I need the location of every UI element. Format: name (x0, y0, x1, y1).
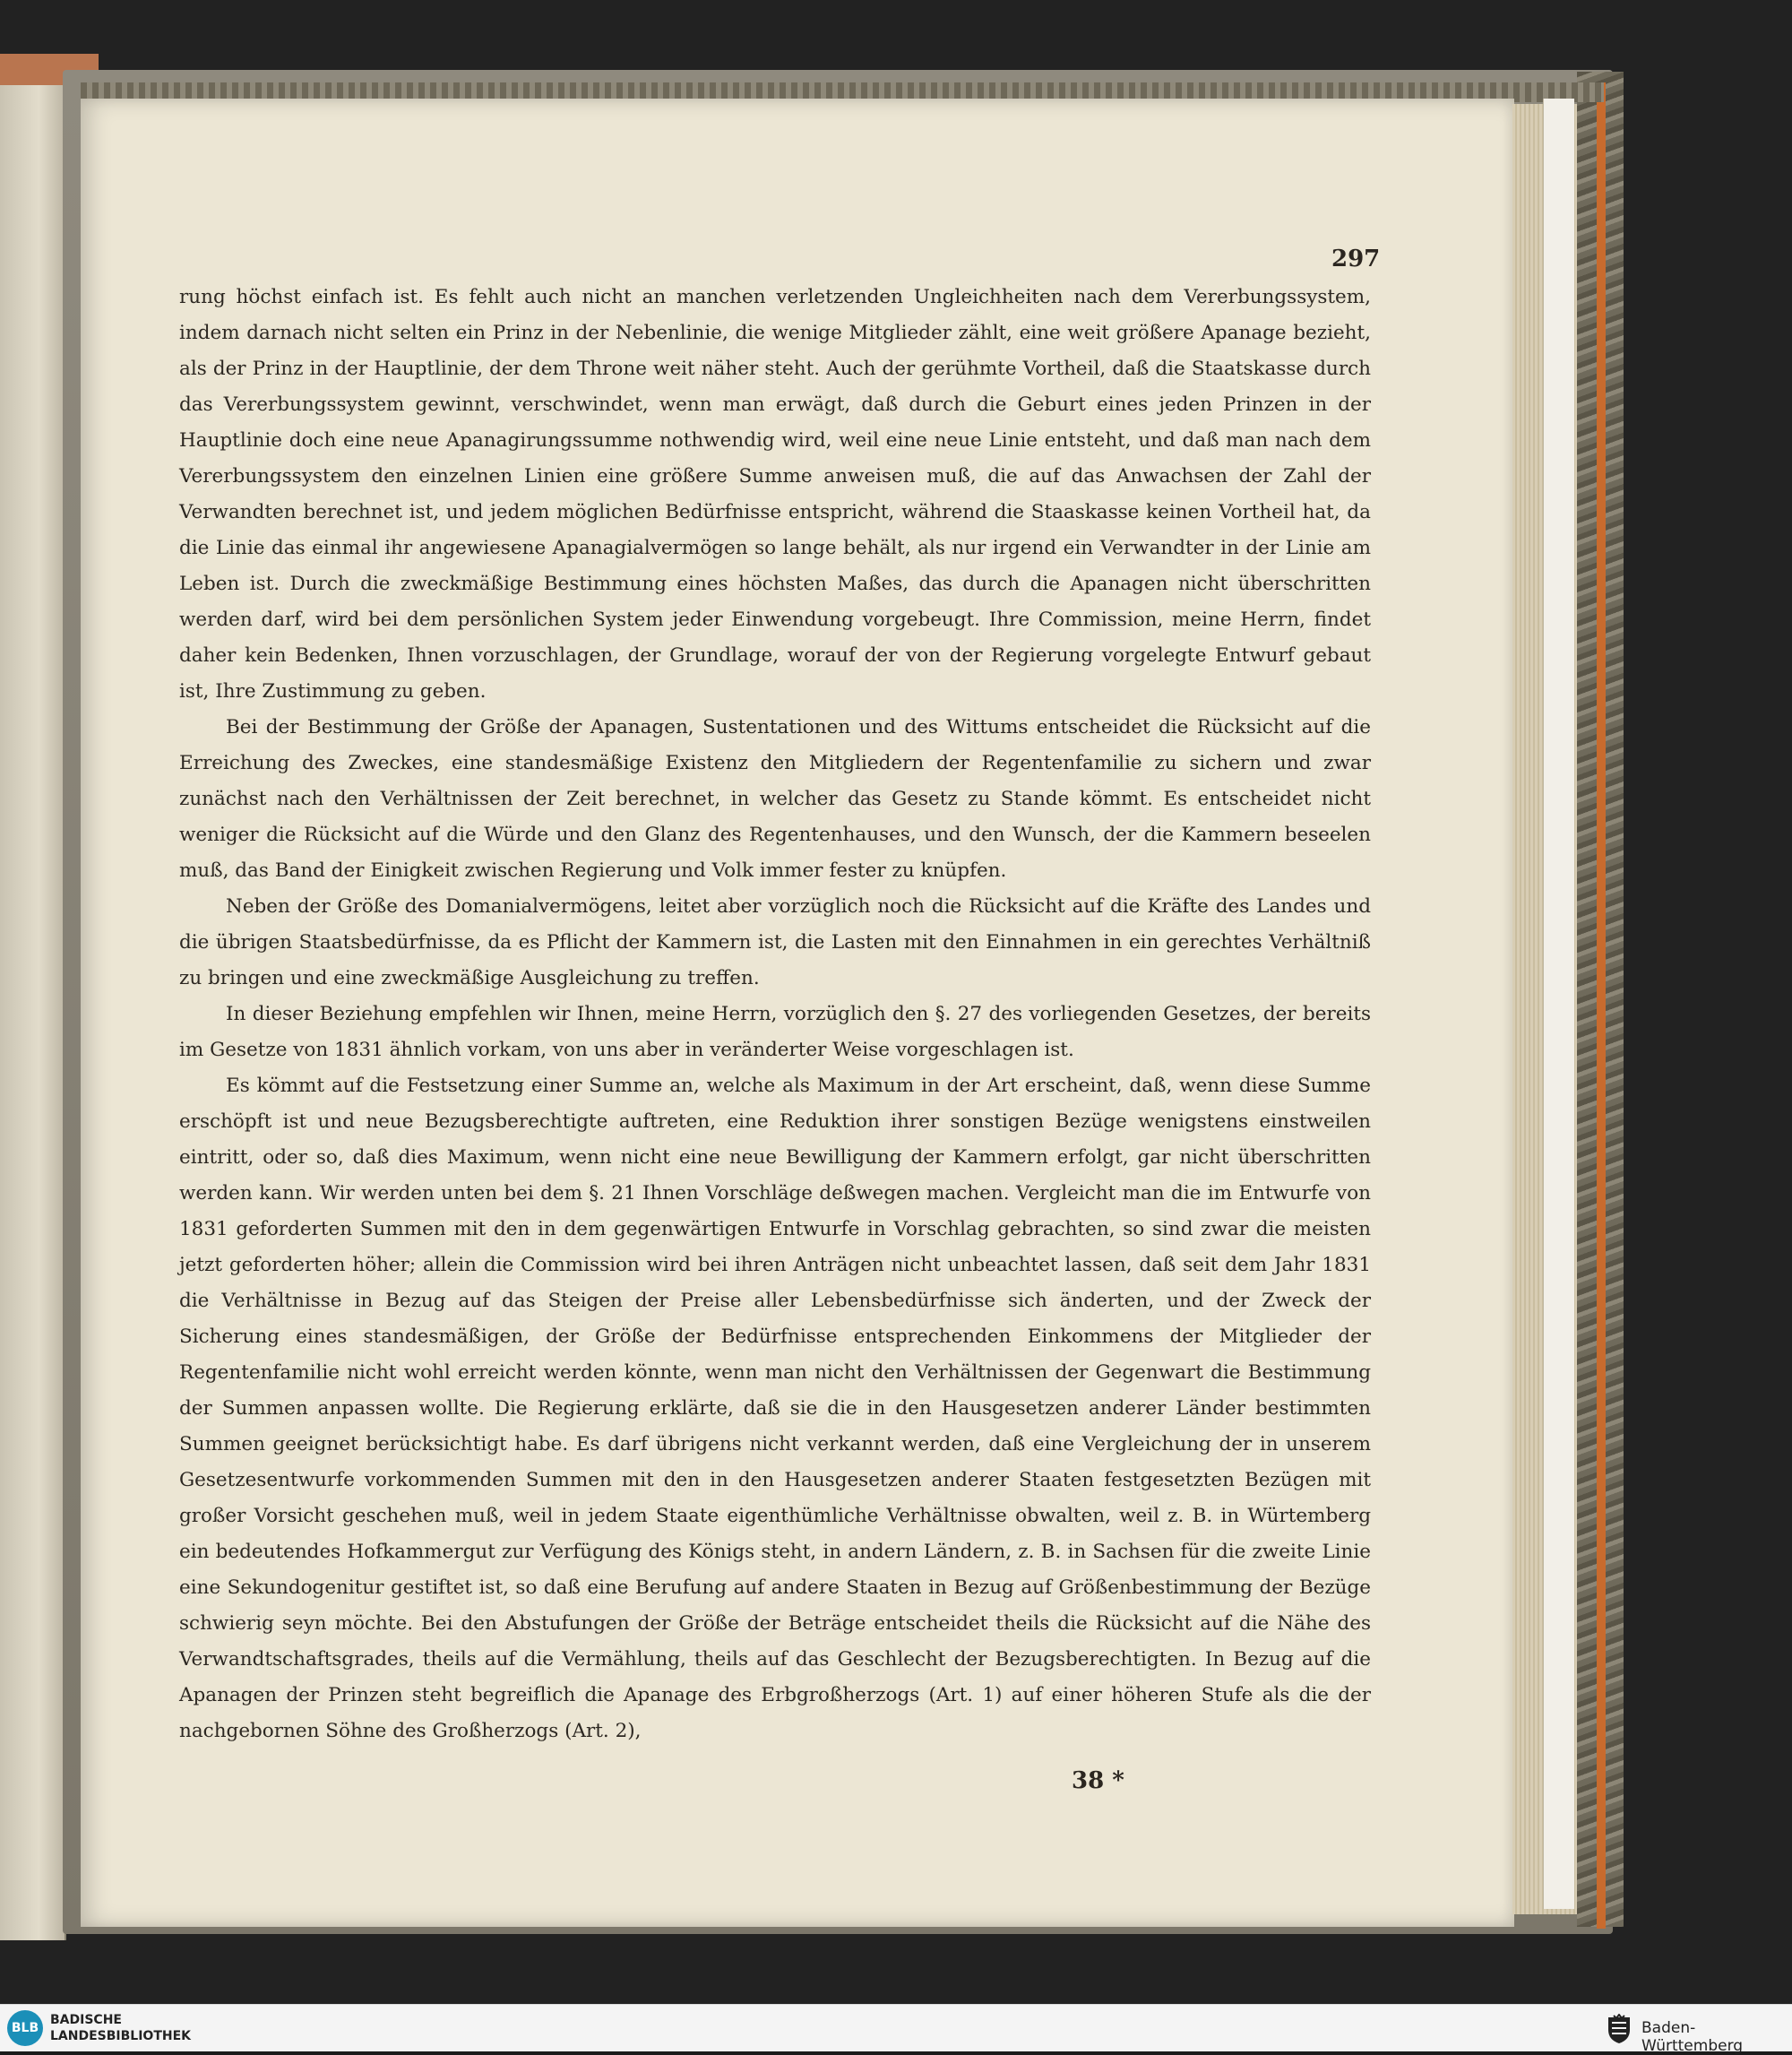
facing-page (0, 85, 66, 1940)
coat-of-arms-icon[interactable] (1606, 2014, 1633, 2044)
viewer-footer (0, 2004, 1792, 2055)
page-body-text (179, 280, 1371, 1749)
page-number: 297 (1331, 246, 1381, 272)
paragraph: Bei der Bestimmung der Größe der Apanagen, Sustentationen und des Wittums entscheidet die Rücksicht auf die Erreichung des Zweckes, eine standesmäßige Existenz den Mitgliedern der Regentenfamilie zu sichern und zwar zunächst nach den Verhältnissen der Zeit berechnet, in welcher das Gesetz zu Stande kömmt. Es entscheidet nicht weniger die Rücksicht auf die Würde und den Glanz des Regentenhauses, und den Wunsch, der die Kammern beseelen muß, das Band der Einigkeit zwischen Regierung und Volk immer fester zu knüpfen. (179, 716, 1371, 882)
paragraph: rung höchst einfach ist. Es fehlt auch nicht an manchen verletzenden Ungleichheiten nach dem Vererbungssystem, indem darnach nicht selten ein Prinz in der Nebenlinie, die wenige Mitglieder zählt, eine weit größere Apanage bezieht, als der Prinz in der Hauptlinie, der dem Throne weit näher steht. Auch der gerühmte Vortheil, daß die Staatskasse durch das Vererbungssystem gewinnt, verschwindet, wenn man erwägt, daß durch die Geburt eines jeden Prinzen in der Hauptlinie doch eine neue Apanagirungssumme nothwendig wird, weil eine neue Linie entsteht, und daß man nach dem Vererbungssystem den einzelnen Linien eine größere Summe anweisen muß, die auf das Anwachsen der Zahl der Verwandten berechnet ist, und jedem möglichen Bedürfnisse entspricht, während die Staaskasse keinen Vortheil hat, da die Linie das einmal ihr angewiesene Apanagialvermögen so lange behält, als nur irgend ein Verwandter in der Linie am Leben ist. Durch die zweckmäßige Bestimmung eines höchsten Maßes, das durch die Apanagen nicht überschritten werden darf, wird bei dem persönlichen System jeder Einwendung vorgebeugt. Ihre Commission, meine Herrn, findet daher kein Bedenken, Ihnen vorzuschlagen, der Grundlage, worauf der von der Regierung vorgelegte Entwurf gebaut ist, Ihre Zustimmung zu geben. (179, 286, 1371, 703)
state-name[interactable]: Baden-Württemberg (1641, 2019, 1744, 2055)
blb-logo-icon[interactable]: BLB (7, 2010, 43, 2046)
page-fore-edge (1543, 99, 1574, 1909)
library-name-line2: LANDESBIBLIOTHEK (50, 2029, 192, 2043)
paragraph: In dieser Beziehung empfehlen wir Ihnen, meine Herrn, vorzüglich den §. 27 des vorliegenden Gesetzes, der bereits im Gesetze von 1831 ähnlich vorkam, von uns aber in veränderter Weise vorgeschlagen ist. (179, 1003, 1371, 1061)
paragraph: Neben der Größe des Domanialvermögens, leitet aber vorzüglich noch die Rücksicht auf die Kräfte des Landes und die übrigen Staatsbedürfnisse, da es Pflicht der Kammern ist, die Lasten mit den Einnahmen in ein gerechtes Verhältniß zu bringen und eine zweckmäßige Ausgleichung zu treffen. (179, 895, 1371, 989)
paragraph: Es kömmt auf die Festsetzung einer Summe an, welche als Maximum in der Art erscheint, daß, wenn diese Summe erschöpft ist und neue Bezugsberechtigte auftreten, eine Reduktion ihrer sonstigen Bezüge wenigstens einstweilen eintritt, oder so, daß dies Maximum, wenn nicht eine neue Bewilligung der Kammern erfolgt, gar nicht überschritten werden kann. Wir werden unten bei dem §. 21 Ihnen Vorschläge deßwegen machen. Vergleicht man die im Entwurfe von 1831 geforderten Summen mit den in dem gegenwärtigen Entwurfe in Vorschlag gebrachten, so sind zwar die meisten jetzt geforderten höher; allein die Commission wird bei ihren Anträgen nicht unbeachtet lassen, daß seit dem Jahr 1831 die Verhältnisse in Bezug auf das Steigen der Preise aller Lebensbedürfnisse sich änderten, und der Zweck der Sicherung eines standesmäßigen, der Größe der Bedürfnisse entsprechenden Einkommens der Mitglieder der Regentenfamilie nicht wohl erreicht werden könnte, wenn man nicht den Verhältnissen der Gegenwart die Bestimmung der Summen anpassen wollte. Die Regierung erklärte, daß sie die in den Hausgesetzen anderer Länder bestimmten Summen geeignet berücksichtigt habe. Es darf übrigens nicht verkannt werden, daß eine Vergleichung der in unserem Gesetzesentwurfe vorkommenden Summen mit den in den Hausgesetzen anderer Staaten festgesetzten Bezügen mit großer Vorsicht geschehen muß, weil in jedem Staate eigenthümliche Verhältnisse obwalten, weil z. B. in Würtemberg ein bedeutendes Hofkammergut zur Verfügung des Königs steht, in andern Ländern, z. B. in Sachsen für die zweite Linie eine Sekundogenitur gestiftet ist, so daß eine Berufung auf andere Staaten in Bezug auf Größenbestimmung der Bezüge schwierig seyn möchte. Bei den Abstufungen der Größe der Beträge entscheidet theils die Rücksicht auf die Nähe des Verwandtschaftsgrades, theils auf die Vermählung, theils auf das Geschlecht der Bezugsberechtigten. In Bezug auf die Apanagen der Prinzen steht begreiflich die Apanage des Erbgroßherzogs (Art. 1) auf einer höheren Stufe als die der nachgebornen Söhne des Großherzogs (Art. 2), (179, 1075, 1371, 1742)
signature-mark: 38 * (1072, 1767, 1124, 1794)
library-name-line1: BADISCHE (50, 2013, 122, 2027)
cover-binding-edge (1597, 82, 1606, 1929)
library-name[interactable] (50, 2012, 191, 2044)
